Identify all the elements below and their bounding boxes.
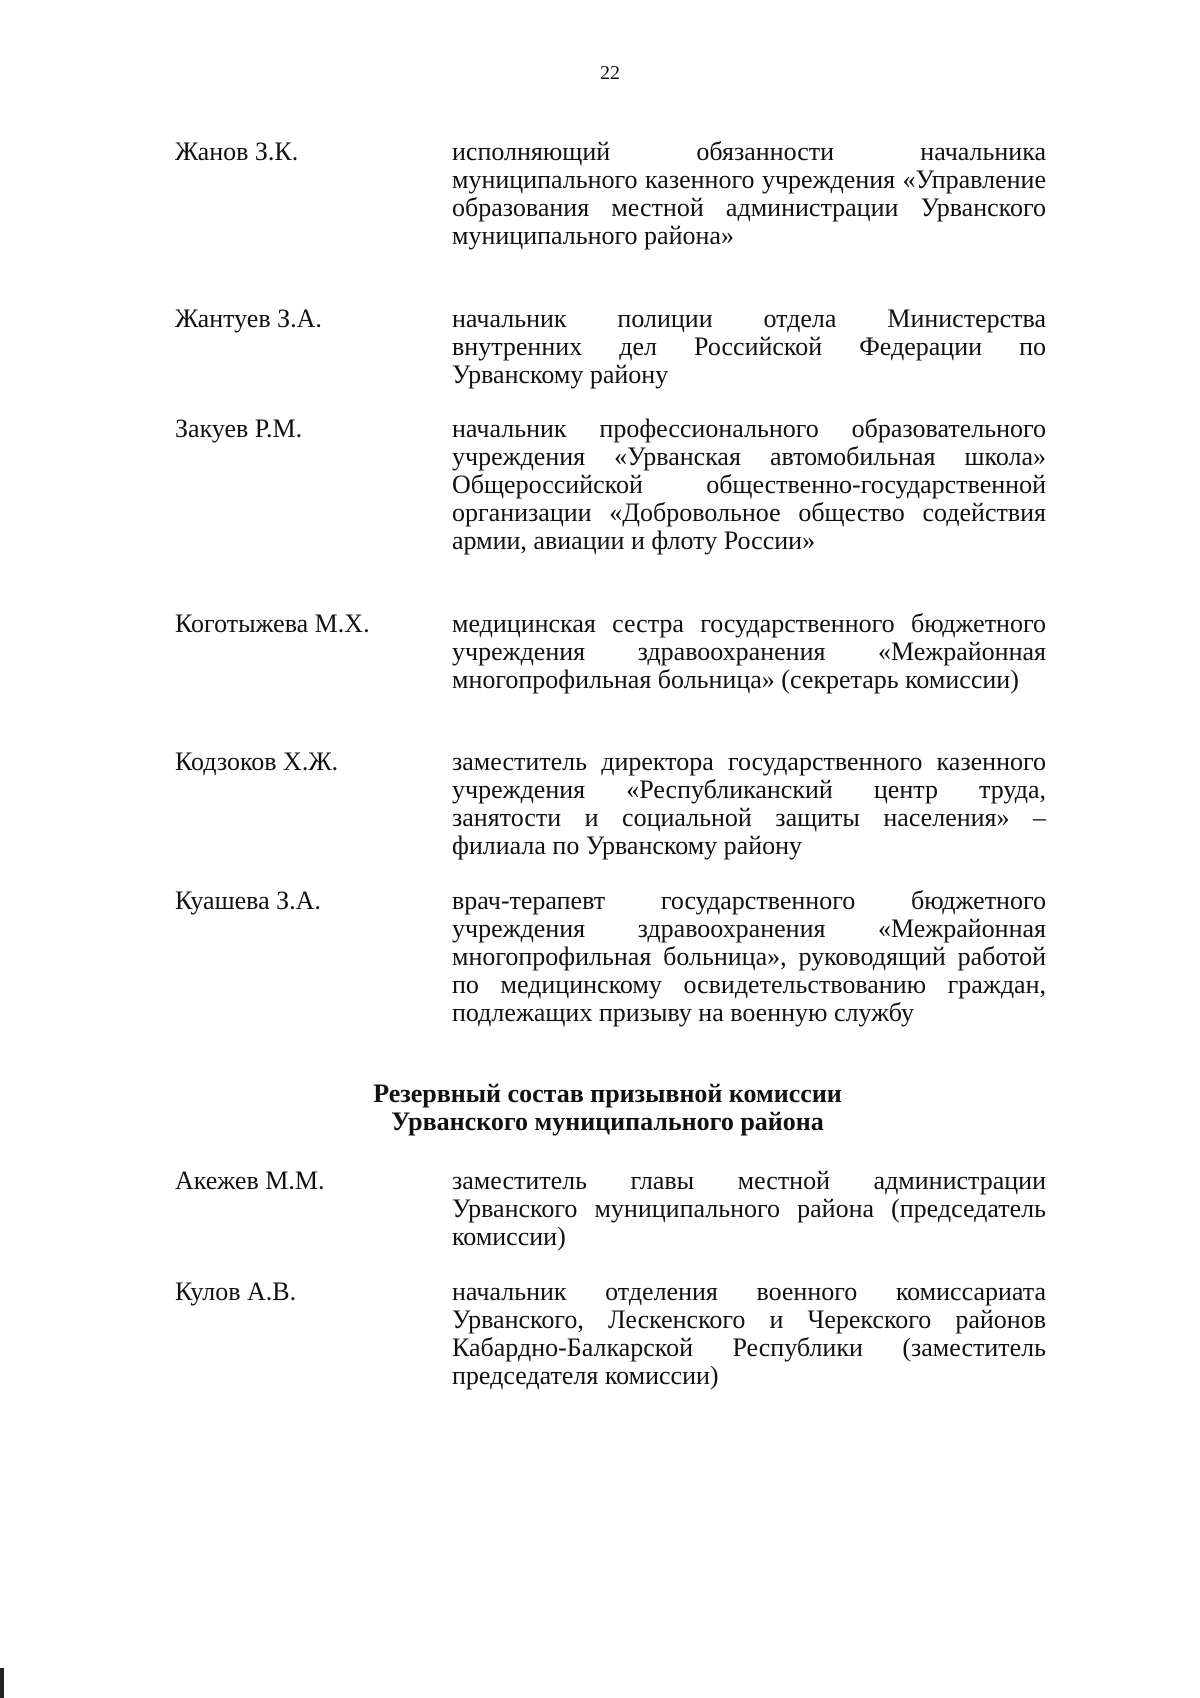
member-position: исполняющий обязанности начальника муниципального казенного учреждения «Управление образования местной администрации Урванского муниципального района»: [452, 137, 1046, 250]
member-position: начальник профессионального образовательного учреждения «Урванская автомобильная школа» Общероссийской общественно-государственной организации «Добровольное общество содействия армии, авиации и флоту России»: [452, 414, 1046, 555]
member-position: заместитель главы местной администрации Урванского муниципального района (председатель комиссии): [452, 1166, 1046, 1251]
member-name: Кодзоков Х.Ж.: [175, 747, 339, 776]
member-name: Кулов А.В.: [175, 1277, 297, 1306]
member-position: медицинская сестра государственного бюджетного учреждения здравоохранения «Межрайонная многопрофильная больница» (секретарь комиссии): [452, 609, 1046, 694]
reserve-section-heading: [0, 1080, 1200, 1136]
member-position: врач-терапевт государственного бюджетного учреждения здравоохранения «Межрайонная многопрофильная больница», руководящий работой по медицинскому освидетельствованию граждан, подлежащих призыву на военную службу: [452, 886, 1046, 1027]
page-number: 22: [600, 62, 620, 84]
member-position: начальник полиции отдела Министерства внутренних дел Российской Федерации по Урванскому району: [452, 304, 1046, 389]
reserve-section-title-line1: Резервный состав призывной комиссии: [373, 1079, 842, 1108]
member-name: Куашева З.А.: [175, 886, 321, 915]
member-position: заместитель директора государственного казенного учреждения «Республиканский центр труда, занятости и социальной защиты населения» – филиала по Урванскому району: [452, 747, 1046, 860]
reserve-section-title-line2: Урванского муниципального района: [391, 1107, 824, 1136]
member-name: Жанов З.К.: [175, 137, 299, 166]
member-name: Жантуев З.А.: [175, 304, 322, 333]
member-position: начальник отделения военного комиссариата Урванского, Лескенского и Черекского районов Кабардно-Балкарской Республики (заместитель председателя комиссии): [452, 1277, 1046, 1390]
member-name: Закуев Р.М.: [175, 414, 303, 443]
member-name: Коготыжева М.Х.: [175, 609, 370, 638]
scan-edge-mark: [0, 1668, 4, 1698]
member-name: Акежев М.М.: [175, 1166, 325, 1195]
